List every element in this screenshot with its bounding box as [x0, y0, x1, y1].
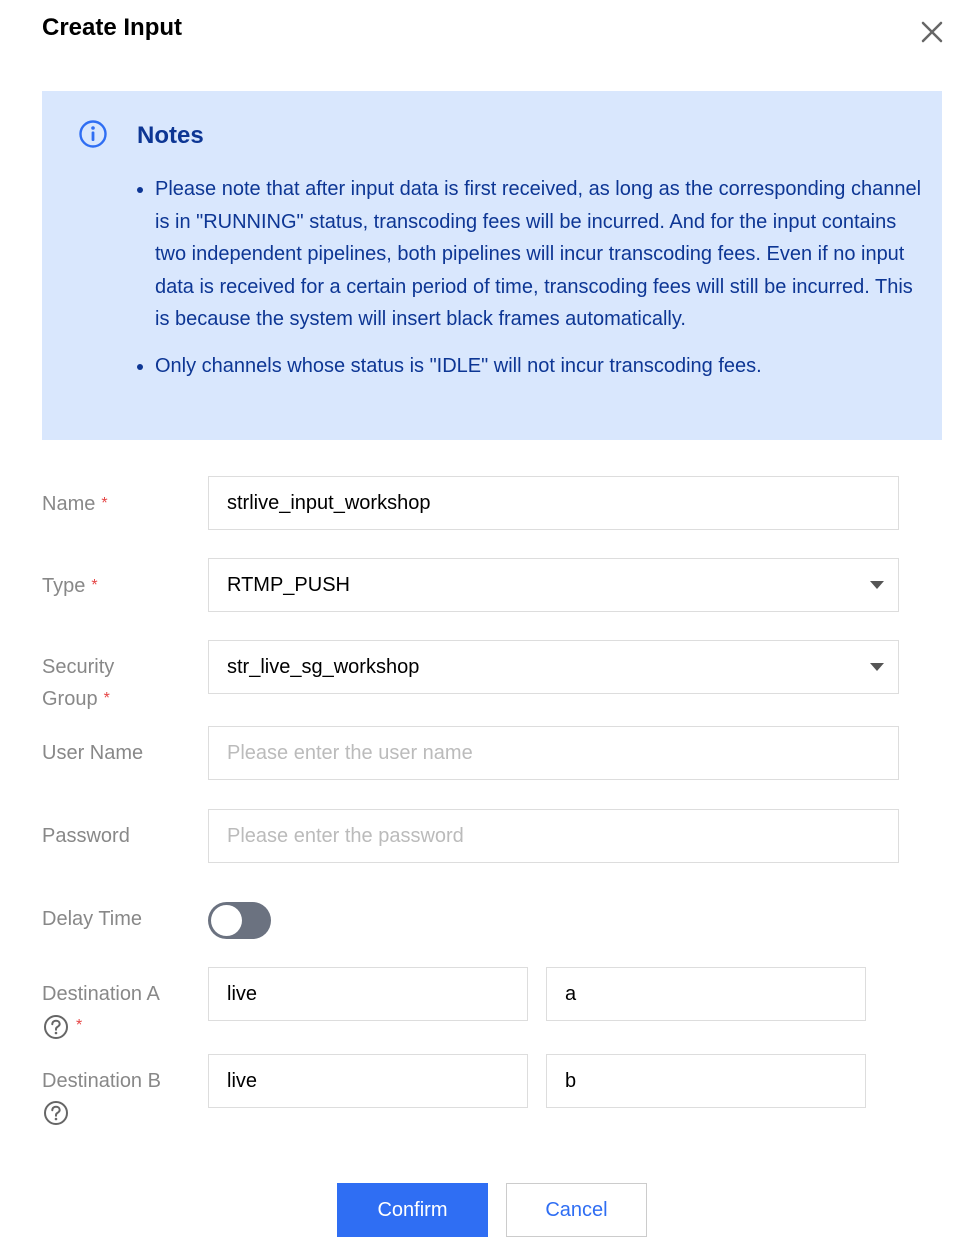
password-field[interactable] — [208, 809, 899, 863]
question-circle-icon[interactable] — [43, 1014, 69, 1040]
notes-panel — [42, 91, 942, 440]
notes-title: Notes — [137, 122, 204, 149]
security-group-label: Security Group * — [42, 656, 115, 710]
cancel-button[interactable]: Cancel — [506, 1183, 647, 1237]
destination-b-app-field[interactable] — [208, 1054, 528, 1108]
destination-a-app-field[interactable] — [208, 967, 528, 1021]
notes-item: Only channels whose status is "IDLE" will not incur transcoding fees. — [137, 350, 927, 383]
type-select-value: RTMP_PUSH — [227, 574, 350, 596]
notes-list — [137, 173, 927, 396]
toggle-knob — [211, 905, 242, 936]
password-input[interactable] — [209, 810, 898, 862]
required-mark: * — [76, 1017, 83, 1034]
close-icon — [914, 14, 950, 50]
destination-b-stream-input[interactable] — [547, 1055, 865, 1107]
destination-b-label: Destination B — [42, 1070, 161, 1092]
user-name-label: User Name — [42, 742, 144, 764]
notes-item: Please note that after input data is first received, as long as the corresponding channel is in "RUNNING" status, transcoding fees will be incurred. And for the input contains two independent pipelines, both pipelines will incur transcoding fees. Even if no input data is received for a certain period of time, transcoding fees will still be incurred. This is because the system will insert black frames automatically. — [137, 173, 927, 336]
question-circle-icon[interactable] — [43, 1100, 69, 1126]
caret-down-icon — [870, 663, 884, 671]
type-label: Type * — [42, 575, 98, 597]
user-name-input[interactable] — [209, 727, 898, 779]
name-field[interactable] — [208, 476, 899, 530]
required-mark: * — [103, 690, 110, 707]
destination-a-label: Destination A — [42, 983, 160, 1005]
confirm-button[interactable]: Confirm — [337, 1183, 488, 1237]
destination-a-stream-input[interactable] — [547, 968, 865, 1020]
destination-b-stream-field[interactable] — [546, 1054, 866, 1108]
required-mark: * — [101, 495, 108, 512]
user-name-field[interactable] — [208, 726, 899, 780]
name-label: Name * — [42, 493, 108, 515]
type-select[interactable] — [208, 558, 899, 612]
name-input[interactable] — [209, 477, 898, 529]
destination-a-app-input[interactable] — [209, 968, 527, 1020]
close-button[interactable] — [914, 14, 950, 50]
password-label: Password — [42, 825, 130, 847]
caret-down-icon — [870, 581, 884, 589]
dialog-title: Create Input — [42, 14, 183, 41]
destination-b-app-input[interactable] — [209, 1055, 527, 1107]
required-mark: * — [91, 577, 98, 594]
delay-time-label: Delay Time — [42, 908, 143, 930]
security-group-select[interactable] — [208, 640, 899, 694]
delay-time-toggle[interactable] — [208, 902, 271, 939]
info-icon — [78, 119, 108, 149]
security-group-select-value: str_live_sg_workshop — [227, 656, 420, 678]
destination-a-stream-field[interactable] — [546, 967, 866, 1021]
